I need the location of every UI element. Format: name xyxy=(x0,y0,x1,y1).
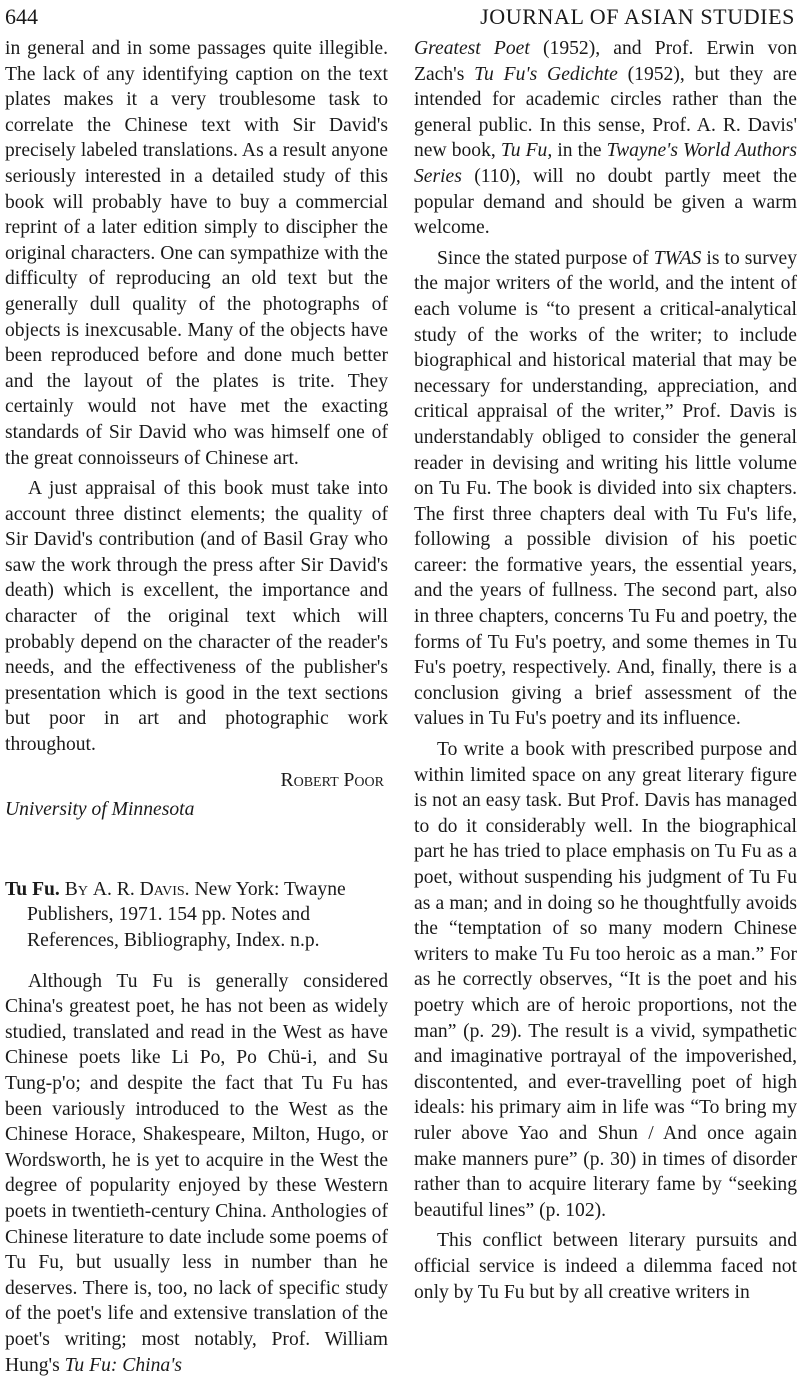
by-word: By xyxy=(64,878,88,900)
publication-details: New York: Twayne Publishers, 1971. 154 pp. Notes and References, Bibliography, Index. n.p. xyxy=(27,878,346,951)
paragraph: This conflict between literary pursuits and official service is indeed a dilemma faced not only by Tu Fu but by all creative writers in xyxy=(414,1230,797,1303)
journal-title: JOURNAL OF ASIAN STUDIES xyxy=(480,4,795,29)
book-title-italic: Tu Fu: China's xyxy=(64,1354,183,1376)
book-title: Tu Fu. xyxy=(5,878,60,900)
running-header xyxy=(0,4,800,34)
reviewer-signature: Robert Poor xyxy=(280,769,384,791)
book-author: A. R. Davis. xyxy=(92,878,190,900)
paragraph: To write a book with prescribed purpose and within limited space on any great literary figure is not an easy task. But Prof. Davis has managed to do it considerably well. In the biographical part he has tried to place emphasis on Tu Fu as a poet, without suspending his judgment of Tu Fu as a man; and in doing so he thoughtfully avoids the “temptation of so many modern Chinese writers to make Tu Fu too heroic as a man.” For as he correctly observes, “It is the poet and his poetry which are of heroic proportions, not the man” (p. 29). The result is a vivid, sympathetic and imaginative portrayal of the impoverished, discontented, and ever-travelling poet of high ideals: his primary aim in life was “To bring my ruler above Yao and Shun / And once again make manners pure” (p. 30) in times of disorder rather than to acquire literary fame by “seeking beautiful lines” (p. 102). xyxy=(414,739,797,1221)
paragraph: A just appraisal of this book must take into account three distinct elements; the quality of Sir David's contribution (and of Basil Gray who saw the work through the press after Sir David's death) which is excellent, the importance and character of the original text which will probably depend on the character of the reader's needs, and the effectiveness of the publisher's presentation which is good in the text sections but poor in art and photographic work throughout. xyxy=(5,478,388,756)
paragraph: Since the stated purpose of TWAS is to survey the major writers of the world, and the intent of each volume is “to present a critical-analytical study of the works of the writer; to include biographical and historical material that may be necessary for understanding, appreciation, and critical appraisal of the writer,” Prof. Davis is understandably obliged to consider the general reader in devising and writing his little volume on Tu Fu. The book is divided into six chapters. The first three chapters deal with Tu Fu's life, following a possible division of his poetic career: the formative years, the essential years, and the years of fullness. The second part, also in three chapters, concerns Tu Fu and poetry, the forms of Tu Fu's poetry, and some themes in Tu Fu's poetry, respectively. And, finally, there is a conclusion giving a brief assessment of the values in Tu Fu's poetry and its influence. xyxy=(414,247,798,730)
paragraph: in general and in some passages quite illegible. The lack of any identifying caption on the text plates makes it a very troublesome task to correlate the Chinese text with Sir David's precisely labeled translations. As a result anyone seriously interested in a detailed study of this book will probably have to buy a commercial reprint of a later edition simply to discipher the original characters. One can sympathize with the difficulty of reproducing an old text but the generally dull quality of the photographs of objects is inexcusable. Many of the objects have been reproduced before and done much better and the layout of the plates is trite. They certainly would not have met the exacting standards of Sir David who was himself one of the great connoisseurs of Chinese art. xyxy=(5,38,388,469)
page-number: 644 xyxy=(5,4,38,29)
paragraph: Although Tu Fu is generally considered China's greatest poet, he has not been as widely studied, translated and read in the West as have Chinese poets like Li Po, Po Chü-i, and Su Tung-p'o; and despite the fact that Tu Fu has been variously introduced to the West as the Chinese Horace, Shakespeare, Milton, Hugo, or Wordsworth, he is yet to acquire in the West the degree of popularity enjoyed by these Western poets in twentieth-century China. Anthologies of Chinese literature to date include some poems of Tu Fu, but usually less in number than he deserves. There is, too, no lack of specific study of the poet's life and extensive translation of the poet's writing; most notably, Prof. William Hung's Tu Fu: China's xyxy=(5,970,388,1376)
right-column xyxy=(414,36,797,1305)
paragraph: Greatest Poet (1952), and Prof. Erwin von Zach's Tu Fu's Gedichte (1952), but they are intended for academic circles rather than the general public. In this sense, Prof. A. R. Davis' new book, Tu Fu, in the Twayne's World Authors Series (110), will no doubt partly meet the popular demand and should be given a warm welcome. xyxy=(414,38,797,239)
review-heading xyxy=(5,877,388,954)
left-column xyxy=(5,36,388,1378)
reviewer-affiliation: University of Minnesota xyxy=(5,799,195,821)
